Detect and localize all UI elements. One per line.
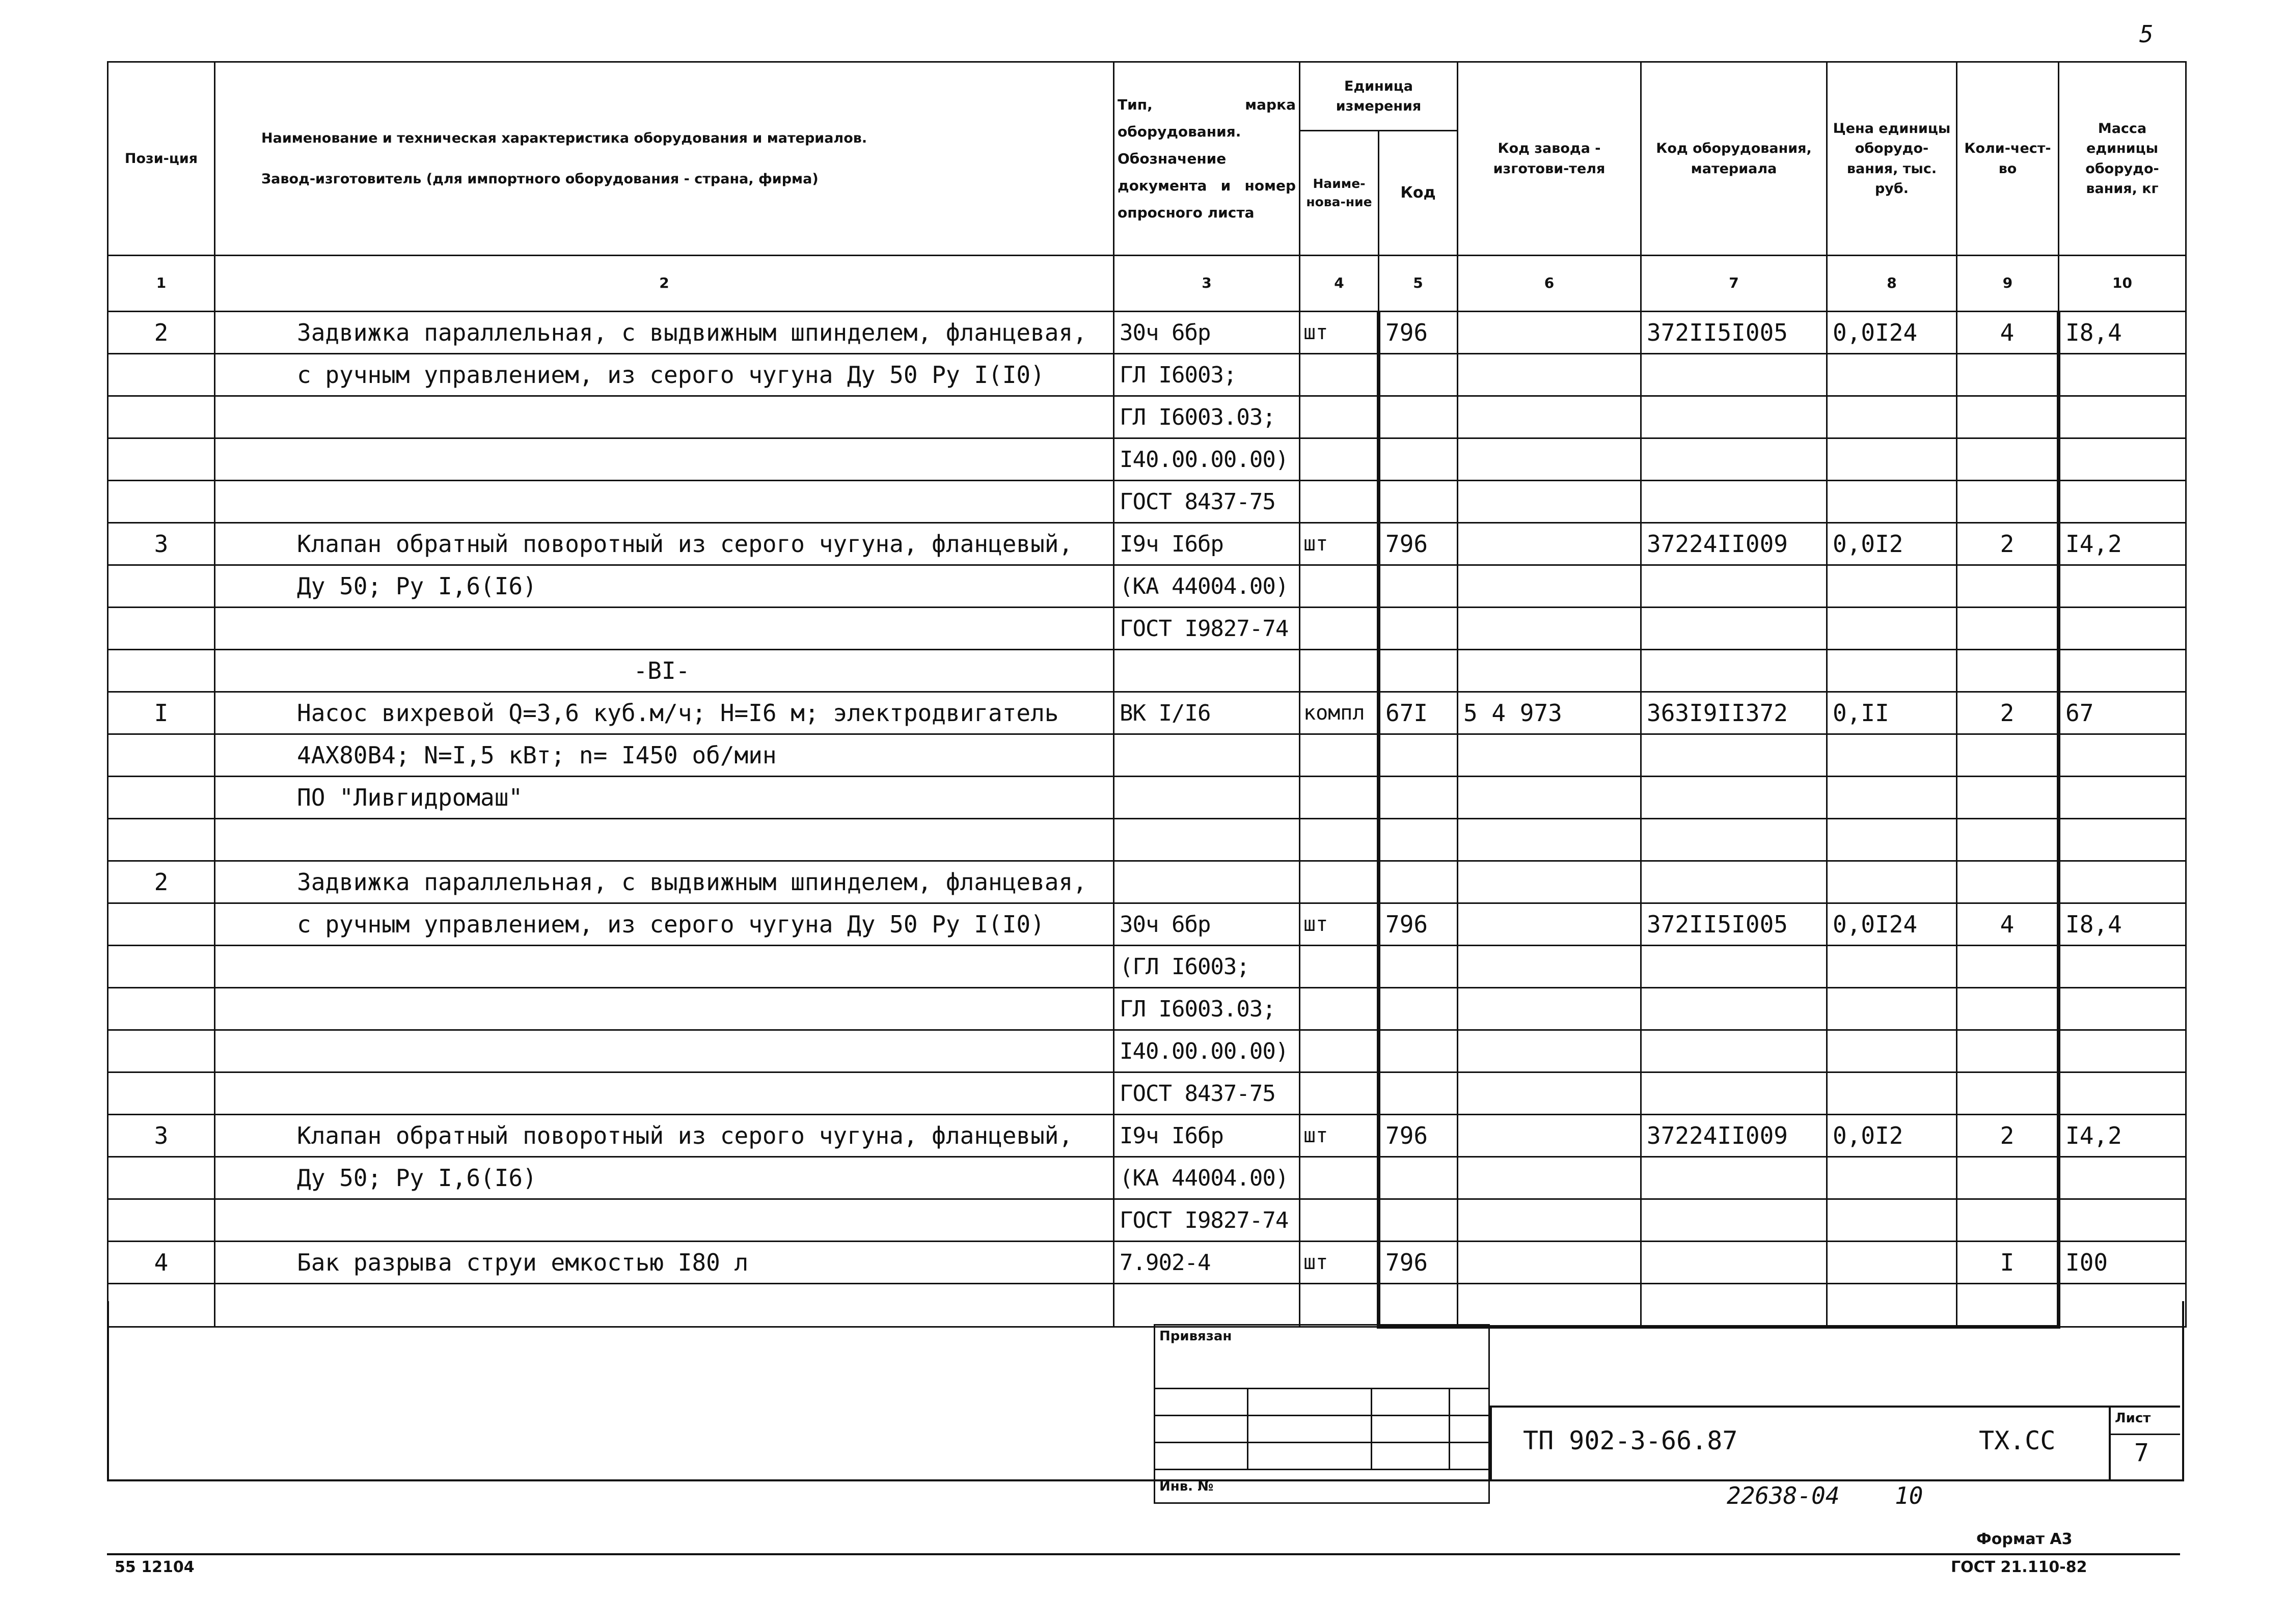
name-cell: -BI- bbox=[215, 650, 1114, 692]
table-row bbox=[108, 1242, 2186, 1284]
unit-name-cell bbox=[1300, 819, 1379, 861]
equipment-code-cell bbox=[1641, 481, 1827, 523]
name-cell bbox=[215, 1030, 1114, 1072]
sheet-label: Лист bbox=[2115, 1411, 2151, 1426]
equipment-code-cell: 37224II009 bbox=[1641, 523, 1827, 565]
position-cell bbox=[108, 354, 215, 396]
type-cell bbox=[1114, 777, 1300, 819]
position-cell: I bbox=[108, 692, 215, 734]
type-cell: ГОСТ 8437-75 bbox=[1114, 481, 1300, 523]
equipment-code-cell bbox=[1641, 650, 1827, 692]
mass-cell bbox=[2059, 1072, 2186, 1115]
table-row bbox=[108, 1030, 2186, 1072]
col-number-7: 7 bbox=[1641, 256, 1827, 312]
mass-cell bbox=[2059, 734, 2186, 777]
col-number-9: 9 bbox=[1957, 256, 2059, 312]
footer-gost: ГОСТ 21.110-82 bbox=[1951, 1558, 2087, 1576]
factory-code-cell bbox=[1458, 734, 1641, 777]
unit-code-cell bbox=[1379, 396, 1458, 438]
equipment-code-cell bbox=[1641, 438, 1827, 481]
table-row bbox=[108, 481, 2186, 523]
type-cell: ГЛ I6003.03; bbox=[1114, 988, 1300, 1030]
mass-cell bbox=[2059, 988, 2186, 1030]
unit-code-cell: 796 bbox=[1379, 903, 1458, 946]
factory-code-cell bbox=[1458, 1242, 1641, 1284]
mass-cell bbox=[2059, 608, 2186, 650]
unit-name-cell: шт bbox=[1300, 312, 1379, 354]
factory-code-cell bbox=[1458, 312, 1641, 354]
mass-cell bbox=[2059, 777, 2186, 819]
header-mass: Масса единицы оборудо-вания, кг bbox=[2059, 62, 2186, 256]
mass-cell bbox=[2059, 438, 2186, 481]
quantity-cell: I bbox=[1957, 1242, 2059, 1284]
position-cell bbox=[108, 1072, 215, 1115]
factory-code-cell bbox=[1458, 988, 1641, 1030]
name-cell: Ду 50; Ру I,6(I6) bbox=[215, 565, 1114, 608]
table-header bbox=[108, 62, 2186, 312]
header-type: Тип, марка оборудования. Обозначение документа и номер опросного листа bbox=[1114, 62, 1300, 256]
factory-code-cell bbox=[1458, 396, 1641, 438]
factory-code-cell bbox=[1458, 861, 1641, 903]
mass-cell bbox=[2059, 819, 2186, 861]
position-cell: 3 bbox=[108, 523, 215, 565]
mass-cell: I4,2 bbox=[2059, 523, 2186, 565]
name-cell bbox=[215, 438, 1114, 481]
quantity-cell bbox=[1957, 1030, 2059, 1072]
document-code: ТП 902-3-66.87 bbox=[1523, 1426, 1738, 1455]
header-quantity: Коли-чест-во bbox=[1957, 62, 2059, 256]
quantity-cell bbox=[1957, 946, 2059, 988]
type-cell bbox=[1114, 650, 1300, 692]
equipment-code-cell bbox=[1641, 396, 1827, 438]
sheet-cell-mid-line bbox=[2109, 1434, 2180, 1435]
table-row bbox=[108, 312, 2186, 354]
footer-format: Формат А3 bbox=[1976, 1530, 2073, 1548]
position-cell bbox=[108, 481, 215, 523]
table-row bbox=[108, 354, 2186, 396]
factory-code-cell bbox=[1458, 1157, 1641, 1199]
unit-name-cell bbox=[1300, 777, 1379, 819]
equipment-code-cell bbox=[1641, 1030, 1827, 1072]
factory-code-cell bbox=[1458, 1030, 1641, 1072]
position-cell: 4 bbox=[108, 1242, 215, 1284]
price-cell bbox=[1827, 481, 1957, 523]
type-cell: (КА 44004.00) bbox=[1114, 565, 1300, 608]
position-cell bbox=[108, 438, 215, 481]
factory-code-cell bbox=[1458, 438, 1641, 481]
col-number-5: 5 bbox=[1379, 256, 1458, 312]
equipment-code-cell bbox=[1641, 1072, 1827, 1115]
name-cell: с ручным управлением, из серого чугуна Ду 50 Ру I(I0) bbox=[215, 354, 1114, 396]
unit-name-cell: шт bbox=[1300, 1242, 1379, 1284]
name-cell: Насос вихревой Q=3,6 куб.м/ч; H=I6 м; электродвигатель bbox=[215, 692, 1114, 734]
factory-code-cell bbox=[1458, 1115, 1641, 1157]
mass-cell bbox=[2059, 946, 2186, 988]
unit-code-cell: 796 bbox=[1379, 1115, 1458, 1157]
name-cell: Клапан обратный поворотный из серого чугуна, фланцевый, bbox=[215, 1115, 1114, 1157]
factory-code-cell bbox=[1458, 650, 1641, 692]
table-row bbox=[108, 1072, 2186, 1115]
quantity-cell: 2 bbox=[1957, 1115, 2059, 1157]
position-cell bbox=[108, 819, 215, 861]
unit-name-cell: шт bbox=[1300, 523, 1379, 565]
table-row bbox=[108, 1157, 2186, 1199]
quantity-cell: 4 bbox=[1957, 903, 2059, 946]
equipment-code-cell bbox=[1641, 565, 1827, 608]
quantity-cell bbox=[1957, 1157, 2059, 1199]
header-equipment-code: Код оборудования, материала bbox=[1641, 62, 1827, 256]
position-cell: 3 bbox=[108, 1115, 215, 1157]
position-cell bbox=[108, 988, 215, 1030]
name-cell: с ручным управлением, из серого чугуна Ду 50 Ру I(I0) bbox=[215, 903, 1114, 946]
mass-cell: 67 bbox=[2059, 692, 2186, 734]
position-cell bbox=[108, 777, 215, 819]
type-cell: (ГЛ I6003; bbox=[1114, 946, 1300, 988]
table-row bbox=[108, 903, 2186, 946]
position-cell bbox=[108, 1157, 215, 1199]
price-cell bbox=[1827, 565, 1957, 608]
factory-code-cell bbox=[1458, 608, 1641, 650]
quantity-cell bbox=[1957, 396, 2059, 438]
equipment-code-cell bbox=[1641, 819, 1827, 861]
unit-code-cell bbox=[1379, 1199, 1458, 1242]
type-cell: ГОСТ I9827-74 bbox=[1114, 1199, 1300, 1242]
price-cell bbox=[1827, 396, 1957, 438]
mass-cell bbox=[2059, 354, 2186, 396]
factory-code-cell bbox=[1458, 354, 1641, 396]
factory-code-cell bbox=[1458, 523, 1641, 565]
quantity-cell bbox=[1957, 988, 2059, 1030]
quantity-cell bbox=[1957, 777, 2059, 819]
type-cell: ГОСТ 8437-75 bbox=[1114, 1072, 1300, 1115]
footer-left-code: 55 12104 bbox=[115, 1558, 195, 1576]
unit-code-cell bbox=[1379, 481, 1458, 523]
price-cell bbox=[1827, 819, 1957, 861]
archive-number: 22638-04 bbox=[1727, 1482, 1840, 1509]
unit-name-cell bbox=[1300, 946, 1379, 988]
unit-code-cell bbox=[1379, 734, 1458, 777]
name-cell: Задвижка параллельная, с выдвижным шпинделем, фланцевая, bbox=[215, 312, 1114, 354]
table-row bbox=[108, 819, 2186, 861]
unit-code-cell bbox=[1379, 1157, 1458, 1199]
quantity-cell bbox=[1957, 1072, 2059, 1115]
unit-name-cell bbox=[1300, 481, 1379, 523]
unit-code-cell: 796 bbox=[1379, 312, 1458, 354]
quantity-cell bbox=[1957, 438, 2059, 481]
type-cell: I40.00.00.00) bbox=[1114, 1030, 1300, 1072]
unit-code-cell bbox=[1379, 988, 1458, 1030]
unit-name-cell bbox=[1300, 565, 1379, 608]
unit-code-cell bbox=[1379, 438, 1458, 481]
unit-name-cell: компл bbox=[1300, 692, 1379, 734]
unit-name-cell bbox=[1300, 1199, 1379, 1242]
factory-code-cell bbox=[1458, 481, 1641, 523]
mass-cell bbox=[2059, 481, 2186, 523]
equipment-code-cell: 372II5I005 bbox=[1641, 903, 1827, 946]
price-cell: 0,0I2 bbox=[1827, 523, 1957, 565]
footer-line bbox=[107, 1553, 2180, 1555]
equipment-code-cell: 372II5I005 bbox=[1641, 312, 1827, 354]
equipment-code-cell bbox=[1641, 777, 1827, 819]
col-number-6: 6 bbox=[1458, 256, 1641, 312]
unit-name-cell bbox=[1300, 396, 1379, 438]
linked-stamp bbox=[1154, 1324, 1490, 1504]
title-block-left-line bbox=[1490, 1406, 1492, 1479]
quantity-cell: 4 bbox=[1957, 312, 2059, 354]
price-cell bbox=[1827, 608, 1957, 650]
mass-cell bbox=[2059, 1199, 2186, 1242]
position-cell bbox=[108, 650, 215, 692]
equipment-code-cell bbox=[1641, 1199, 1827, 1242]
name-cell: 4АХ80В4; N=I,5 кВт; n= I450 об/мин bbox=[215, 734, 1114, 777]
unit-code-cell bbox=[1379, 946, 1458, 988]
unit-code-cell bbox=[1379, 861, 1458, 903]
price-cell: 0,0I24 bbox=[1827, 903, 1957, 946]
quantity-cell bbox=[1957, 734, 2059, 777]
factory-code-cell bbox=[1458, 565, 1641, 608]
col-number-4: 4 bbox=[1300, 256, 1379, 312]
name-cell bbox=[215, 481, 1114, 523]
quantity-cell bbox=[1957, 861, 2059, 903]
header-price: Цена единицы оборудо-вания, тыс. руб. bbox=[1827, 62, 1957, 256]
quantity-cell: 2 bbox=[1957, 523, 2059, 565]
equipment-code-cell: 37224II009 bbox=[1641, 1115, 1827, 1157]
position-cell bbox=[108, 608, 215, 650]
price-cell bbox=[1827, 1199, 1957, 1242]
header-name bbox=[215, 62, 1114, 256]
mass-cell: I4,2 bbox=[2059, 1115, 2186, 1157]
table-row bbox=[108, 1115, 2186, 1157]
unit-name-cell: шт bbox=[1300, 1115, 1379, 1157]
name-cell bbox=[215, 819, 1114, 861]
mass-cell bbox=[2059, 861, 2186, 903]
header-unit-group: Единица измерения bbox=[1300, 62, 1458, 131]
quantity-cell bbox=[1957, 1199, 2059, 1242]
position-cell bbox=[108, 396, 215, 438]
unit-code-cell: 796 bbox=[1379, 523, 1458, 565]
equipment-code-cell bbox=[1641, 861, 1827, 903]
unit-code-cell bbox=[1379, 650, 1458, 692]
type-cell: I9ч I6бр bbox=[1114, 1115, 1300, 1157]
name-cell: Ду 50; Ру I,6(I6) bbox=[215, 1157, 1114, 1199]
unit-code-cell bbox=[1379, 565, 1458, 608]
type-cell: I9ч I6бр bbox=[1114, 523, 1300, 565]
price-cell bbox=[1827, 1030, 1957, 1072]
unit-code-cell: 67I bbox=[1379, 692, 1458, 734]
mass-cell bbox=[2059, 1157, 2186, 1199]
col-number-3: 3 bbox=[1114, 256, 1300, 312]
factory-code-cell: 5 4 973 bbox=[1458, 692, 1641, 734]
name-cell bbox=[215, 396, 1114, 438]
name-cell: Бак разрыва струи емкостью I80 л bbox=[215, 1242, 1114, 1284]
quantity-cell bbox=[1957, 650, 2059, 692]
header-position: Пози-ция bbox=[108, 62, 215, 256]
equipment-code-cell bbox=[1641, 946, 1827, 988]
title-block-frame bbox=[107, 1301, 2184, 1481]
section-row bbox=[108, 650, 2186, 692]
position-cell bbox=[108, 1199, 215, 1242]
quantity-cell: 2 bbox=[1957, 692, 2059, 734]
table-row bbox=[108, 946, 2186, 988]
mass-cell: I8,4 bbox=[2059, 903, 2186, 946]
title-block-top-line bbox=[1490, 1406, 2180, 1408]
mass-cell bbox=[2059, 565, 2186, 608]
type-cell: ГОСТ I9827-74 bbox=[1114, 608, 1300, 650]
price-cell bbox=[1827, 1157, 1957, 1199]
price-cell bbox=[1827, 1072, 1957, 1115]
equipment-code-cell bbox=[1641, 988, 1827, 1030]
quantity-cell bbox=[1957, 565, 2059, 608]
price-cell bbox=[1827, 777, 1957, 819]
table-row bbox=[108, 523, 2186, 565]
type-cell: ГЛ I6003; bbox=[1114, 354, 1300, 396]
unit-name-cell bbox=[1300, 734, 1379, 777]
unit-code-cell bbox=[1379, 1072, 1458, 1115]
table-row bbox=[108, 1199, 2186, 1242]
header-unit-name: Наиме-нова-ние bbox=[1300, 131, 1379, 256]
col-number-10: 10 bbox=[2059, 256, 2186, 312]
unit-name-cell bbox=[1300, 354, 1379, 396]
col-number-1: 1 bbox=[108, 256, 215, 312]
quantity-cell bbox=[1957, 819, 2059, 861]
price-cell bbox=[1827, 988, 1957, 1030]
price-cell: 0,0I24 bbox=[1827, 312, 1957, 354]
unit-code-cell bbox=[1379, 819, 1458, 861]
price-cell bbox=[1827, 946, 1957, 988]
mass-cell bbox=[2059, 396, 2186, 438]
sheet-cell-left-line bbox=[2109, 1406, 2111, 1479]
archive-page: 10 bbox=[1895, 1482, 1923, 1509]
price-cell bbox=[1827, 861, 1957, 903]
col-number-8: 8 bbox=[1827, 256, 1957, 312]
type-cell bbox=[1114, 861, 1300, 903]
price-cell bbox=[1827, 1242, 1957, 1284]
name-cell: ПО "Ливгидромаш" bbox=[215, 777, 1114, 819]
mass-cell bbox=[2059, 1030, 2186, 1072]
unit-code-cell bbox=[1379, 1030, 1458, 1072]
sheet-number: 7 bbox=[2134, 1439, 2149, 1467]
type-cell: ГЛ I6003.03; bbox=[1114, 396, 1300, 438]
equipment-code-cell bbox=[1641, 608, 1827, 650]
name-cell: Задвижка параллельная, с выдвижным шпинделем, фланцевая, bbox=[215, 861, 1114, 903]
mass-cell: I00 bbox=[2059, 1242, 2186, 1284]
unit-name-cell bbox=[1300, 988, 1379, 1030]
table-row bbox=[108, 565, 2186, 608]
factory-code-cell bbox=[1458, 1072, 1641, 1115]
table-row bbox=[108, 692, 2186, 734]
document-type: ТХ.СС bbox=[1979, 1426, 2056, 1455]
unit-code-cell bbox=[1379, 777, 1458, 819]
table-row bbox=[108, 438, 2186, 481]
table-row bbox=[108, 988, 2186, 1030]
unit-name-cell bbox=[1300, 1157, 1379, 1199]
specification-table bbox=[107, 61, 2187, 1329]
position-cell bbox=[108, 565, 215, 608]
table-row bbox=[108, 734, 2186, 777]
price-cell bbox=[1827, 438, 1957, 481]
position-cell bbox=[108, 903, 215, 946]
factory-code-cell bbox=[1458, 1199, 1641, 1242]
type-cell bbox=[1114, 734, 1300, 777]
unit-code-cell: 796 bbox=[1379, 1242, 1458, 1284]
unit-name-cell bbox=[1300, 438, 1379, 481]
header-name-line1: Наименование и техническая характеристика оборудования и материалов. bbox=[261, 130, 867, 147]
table-body bbox=[108, 312, 2186, 1327]
unit-name-cell bbox=[1300, 608, 1379, 650]
factory-code-cell bbox=[1458, 903, 1641, 946]
unit-code-cell bbox=[1379, 608, 1458, 650]
quantity-cell bbox=[1957, 608, 2059, 650]
name-cell bbox=[215, 946, 1114, 988]
position-cell bbox=[108, 1030, 215, 1072]
quantity-cell bbox=[1957, 354, 2059, 396]
mass-cell: I8,4 bbox=[2059, 312, 2186, 354]
position-cell bbox=[108, 734, 215, 777]
position-cell: 2 bbox=[108, 312, 215, 354]
unit-code-cell bbox=[1379, 354, 1458, 396]
position-cell: 2 bbox=[108, 861, 215, 903]
type-cell bbox=[1114, 819, 1300, 861]
factory-code-cell bbox=[1458, 777, 1641, 819]
position-cell bbox=[108, 946, 215, 988]
price-cell: 0,II bbox=[1827, 692, 1957, 734]
unit-name-cell bbox=[1300, 650, 1379, 692]
header-factory-code: Код завода - изготови-теля bbox=[1458, 62, 1641, 256]
unit-name-cell bbox=[1300, 1030, 1379, 1072]
unit-name-cell bbox=[1300, 1072, 1379, 1115]
inv-label: Инв. № bbox=[1159, 1478, 1214, 1494]
equipment-code-cell bbox=[1641, 734, 1827, 777]
unit-name-cell bbox=[1300, 861, 1379, 903]
name-cell: Клапан обратный поворотный из серого чугуна, фланцевый, bbox=[215, 523, 1114, 565]
factory-code-cell bbox=[1458, 819, 1641, 861]
type-cell: I40.00.00.00) bbox=[1114, 438, 1300, 481]
name-cell bbox=[215, 988, 1114, 1030]
table-row bbox=[108, 777, 2186, 819]
table-row bbox=[108, 861, 2186, 903]
unit-name-cell: шт bbox=[1300, 903, 1379, 946]
equipment-code-cell bbox=[1641, 1242, 1827, 1284]
equipment-code-cell bbox=[1641, 354, 1827, 396]
factory-code-cell bbox=[1458, 946, 1641, 988]
type-cell: 30ч 6бр bbox=[1114, 312, 1300, 354]
equipment-code-cell: 363I9II372 bbox=[1641, 692, 1827, 734]
name-cell bbox=[215, 1199, 1114, 1242]
table-row bbox=[108, 608, 2186, 650]
mass-cell bbox=[2059, 650, 2186, 692]
type-cell: ВК I/I6 bbox=[1114, 692, 1300, 734]
linked-label: Привязан bbox=[1159, 1329, 1232, 1344]
price-cell: 0,0I2 bbox=[1827, 1115, 1957, 1157]
header-unit-code: Код bbox=[1379, 131, 1458, 256]
table-row bbox=[108, 396, 2186, 438]
name-cell bbox=[215, 1072, 1114, 1115]
name-cell bbox=[215, 608, 1114, 650]
type-cell: (КА 44004.00) bbox=[1114, 1157, 1300, 1199]
quantity-cell bbox=[1957, 481, 2059, 523]
col-number-2: 2 bbox=[215, 256, 1114, 312]
price-cell bbox=[1827, 354, 1957, 396]
header-name-line2: Завод-изготовитель (для импортного оборудования - страна, фирма) bbox=[261, 171, 819, 187]
equipment-code-cell bbox=[1641, 1157, 1827, 1199]
type-cell: 7.902-4 bbox=[1114, 1242, 1300, 1284]
price-cell bbox=[1827, 650, 1957, 692]
corner-page-mark: 5 bbox=[2139, 20, 2154, 48]
type-cell: 30ч 6бр bbox=[1114, 903, 1300, 946]
price-cell bbox=[1827, 734, 1957, 777]
